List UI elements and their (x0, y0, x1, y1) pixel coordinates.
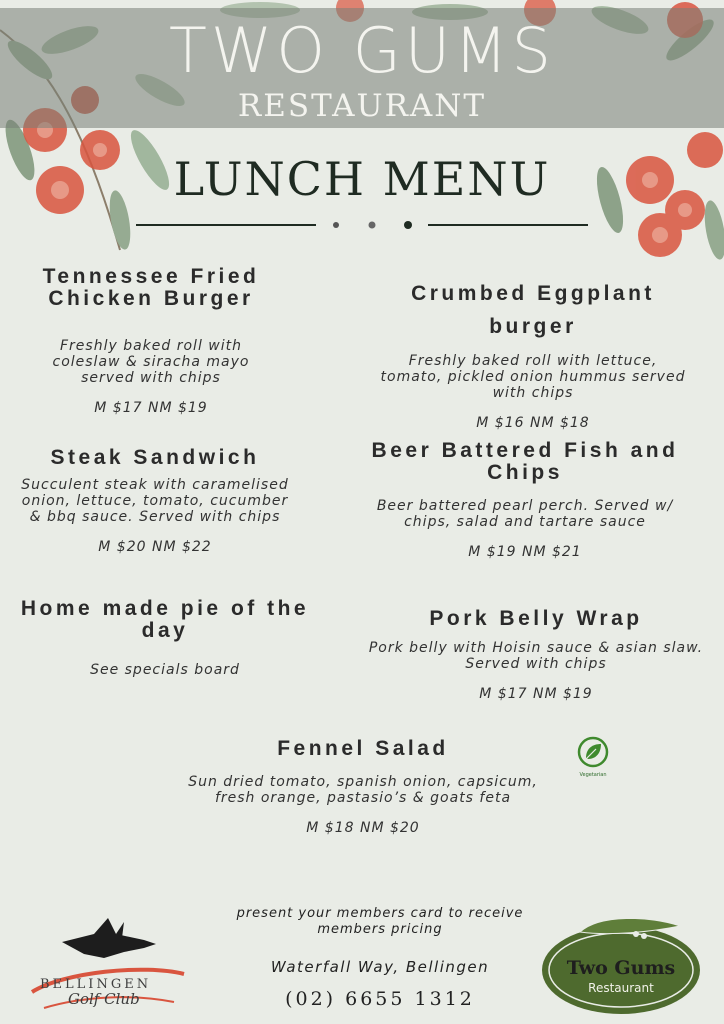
item-title: Steak Sandwich (50, 446, 260, 469)
golf-logo-line2: Golf Club (68, 990, 140, 1008)
menu-title: LUNCH MENU (173, 152, 551, 206)
item-price: M $19 NM $21 (468, 544, 582, 560)
tg-logo-line2: Restaurant (588, 981, 654, 995)
menu-item-fish-and-chips (330, 440, 720, 560)
restaurant-subtitle: RESTAURANT (237, 88, 487, 124)
item-price: M $16 NM $18 (476, 415, 590, 431)
item-title: Home made pie of the day (20, 597, 310, 642)
item-description: Succulent steak with caramelised onion, lettuce, tomato, cucumber & bbq sauce. Served with chips (21, 477, 289, 525)
menu-item-pie-of-the-day (10, 598, 320, 678)
item-description: Sun dried tomato, spanish onion, capsicum, fresh orange, pastasio’s & goats feta (188, 774, 538, 806)
item-price: M $20 NM $22 (98, 539, 212, 555)
item-title: Pork Belly Wrap (429, 607, 643, 630)
golf-logo-line1: BELLINGEN (40, 977, 152, 992)
item-title: Tennessee Fried Chicken Burger (42, 265, 260, 310)
item-price: M $17 NM $19 (479, 686, 593, 702)
item-description: Pork belly with Hoisin sauce & asian slaw. Served with chips (368, 640, 704, 672)
item-description: Freshly baked roll with lettuce, tomato, pickled onion hummus served with chips (380, 353, 686, 401)
address: Waterfall Way, Bellingen (270, 958, 490, 976)
phone-number: (02) 6655 1312 (285, 988, 475, 1010)
bellingen-golf-club-logo (24, 912, 194, 1016)
two-gums-restaurant-logo (540, 912, 702, 1016)
item-title: Beer Battered Fish and Chips (371, 439, 679, 484)
menu-item-eggplant-burger (360, 277, 706, 431)
gum-leaf-icon (580, 918, 680, 933)
magpie-bird-icon (62, 918, 156, 958)
members-note: present your members card to receive members pricing (236, 906, 524, 937)
item-title: Crumbed Eggplant burger (411, 282, 655, 338)
item-description: See specials board (90, 662, 240, 678)
item-description: Beer battered pearl perch. Served w/ chips, salad and tartare sauce (376, 498, 674, 530)
item-title: Fennel Salad (277, 737, 449, 760)
menu-item-tfc-burger (6, 266, 296, 416)
item-price: M $17 NM $19 (94, 400, 208, 416)
menu-item-fennel-salad (176, 738, 550, 836)
vegetarian-label: Vegetarian (579, 772, 607, 778)
ornamental-divider (136, 218, 588, 232)
menu-item-pork-belly-wrap (356, 608, 716, 702)
vegetarian-badge (577, 736, 609, 778)
item-description: Freshly baked roll with coleslaw & siracha mayo served with chips (52, 338, 250, 386)
menu-item-steak-sandwich (10, 447, 300, 555)
tg-logo-line1: Two Gums (566, 957, 676, 979)
leaf-icon (577, 736, 609, 768)
restaurant-name: TWO GUMS (169, 14, 555, 87)
item-price: M $18 NM $20 (306, 820, 420, 836)
